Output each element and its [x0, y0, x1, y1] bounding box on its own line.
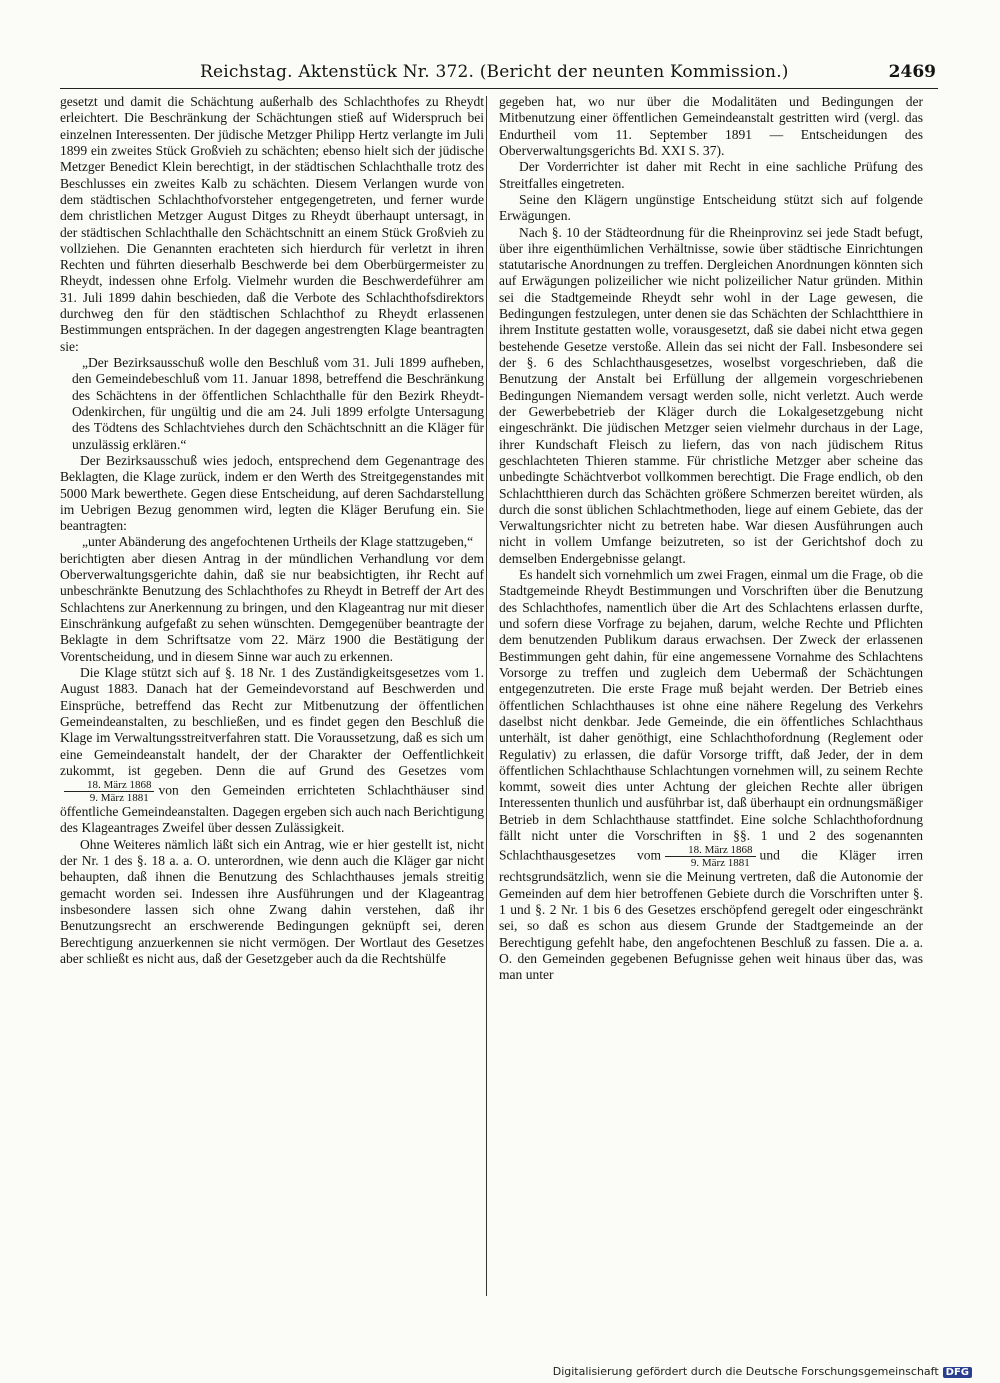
fraction-numerator-2: 18. März 1868 — [665, 844, 755, 857]
digitization-credit — [553, 1365, 972, 1378]
right-paragraph-2: Der Vorderrichter ist daher mit Recht in eine sachliche Prüfung des Streitfalles eingetreten. — [499, 159, 923, 191]
column-divider — [486, 96, 487, 1296]
header-title: Reichstag. Aktenstück Nr. 372. (Bericht der neunten Kommission.) — [200, 62, 789, 82]
left-column — [60, 94, 484, 967]
page-number: 2469 — [888, 62, 936, 82]
running-header — [60, 58, 938, 89]
left-paragraph-4-text: Die Klage stützt sich auf §. 18 Nr. 1 des Zuständigkeitsgesetzes vom 1. August 1883. Danach hat der Gemeindevorstand auf Beschwerden und Einsprüche, betreffend das Recht zur Mitbenutzung der öffentlichen Gemeindeanstalten, zu beschließen, und es findet gegen den Beschluß die Klage im Verwaltungsstreitverfahren statt. Die Voraussetzung, daß es sich um eine Gemeindeanstalt handelt, der der Charakter der Oeffentlichkeit zukommt, ist gegeben. Denn die auf Grund des Gesetzes vom — [60, 664, 484, 778]
right-paragraph-5 — [499, 567, 923, 984]
left-paragraph-2: Der Bezirksausschuß wies jedoch, entsprechend dem Gegenantrage des Beklagten, die Klage zurück, indem er den Werth des Streitgegenstandes mit 5000 Mark bewerthete. Gegen diese Entscheidung, auf deren Sachdarstellung im Uebrigen Bezug genommen wird, legten die Kläger Berufung ein. Sie beantragten: — [60, 452, 484, 534]
left-quote-2: „unter Abänderung des angefochtenen Urtheils der Klage stattzugeben,“ — [82, 534, 474, 550]
left-paragraph-4 — [60, 665, 484, 837]
right-paragraph-5-text: Es handelt sich vornehmlich um zwei Fragen, einmal um die Frage, ob die Stadtgemeinde Rheydt Bestimmungen und Vorschriften über die Benutzung des Schlachthofes, namentlich über die Art des Schlachtens erlassen durfte, und sofern diese Vorfrage zu bejahen, darum, welche Rechte und Pflichten dem benutzenden Publikum daraus erwachsen. Der Zweck der erlassenen Bestimmungen geht dahin, für eine angemessene Vornahme des Schlachtens Vorsorge zu treffen und zugleich dem Uebermaß der Schächtungen entgegenzutreten. Die erste Frage muß bejaht werden. Der Betrieb eines öffentlichen Schlachthauses ist ohne eine nähere Regelung des Verkehrs daselbst nicht denkbar. Jede Gemeinde, die ein öffentliches Schlachthaus unterhält, ist daher genöthigt, eine Schlachthofordnung (Reglement oder Regulativ) zu erlassen, die dafür Vorsorge trifft, daß Jeder, der in dem öffentlichen Schlachthause Schlachtungen vornehmen will, zu seinem Rechte kommt, soweit dies unter Achtung der gleichen Rechte aller übrigen Interessenten thunlich und ausführbar ist, daß überhaupt ein ordnungsmäßiger Betrieb in dem Schlachthause stattfindet. Eine solche Schlachthofordnung fällt nicht unter die Vorschriften in §§. 1 und 2 des sogenannten Schlachthausgesetzes vom — [499, 567, 923, 863]
right-paragraph-3: Seine den Klägern ungünstige Entscheidung stützt sich auf folgende Erwägungen. — [499, 191, 923, 224]
left-paragraph-3: berichtigten aber diesen Antrag in der mündlichen Verhandlung vor dem Oberverwaltungsgerichte dahin, daß sie nur beabsichtigten, ihr Recht auf unbeschränkte Benutzung des Schlachthofes zu Rheydt in Betreff der Art des Schlachtens zur Anerkennung zu bringen, und den Klageantrag nur mit dieser Einschränkung aufgefaßt zu sehen wünschten. Demgegenüber beantragte der Beklagte in dem Schriftsatze vom 22. März 1900 die Bestätigung der Vorentscheidung, und in diesem Sinne war auch zu erkennen. — [60, 550, 484, 664]
fraction-denominator: 9. März 1881 — [89, 792, 149, 805]
left-paragraph-4-continuation: von den Gemeinden errichteten Schlachthäuser sind öffentliche Gemeindeanstalten. Dagegen ergeben sich auch nach Berichtigung des Klageantrages Zweifel über dessen Zulässigkeit. — [60, 782, 484, 836]
dfg-logo: DFG — [943, 1367, 972, 1378]
right-paragraph-5-continuation: und die Kläger irren rechtsgrundsätzlich, wenn sie die Meinung vertreten, daß die Autonomie der Gemeinden auf dem hier betroffenen Gebiete durch die Vorschriften unter §. 1 und §. 2 Nr. 1 bis 6 des Gesetzes erschöpfend geregelt oder eingeschränkt sei, so daß es schon aus diesem Grunde der Stadtgemeinde an der Berechtigung gefehlt habe, den angefochtenen Beschluß zu fassen. Die a. a. O. den Gemeinden gegebenen Befugnisse gehen weit hinaus über das, was man unter — [499, 847, 923, 983]
right-paragraph-4: Nach §. 10 der Städteordnung für die Rheinprovinz sei jede Stadt befugt, über ihre eigenthümlichen Verhältnisse, sowie über städtische Einrichtungen statutarische Anordnungen zu treffen. Dergleichen Anordnungen könnten sich auf Erwägungen polizeilicher wie nicht polizeilicher Natur gründen. Mithin sei die Stadtgemeinde Rheydt sehr wohl in der Lage gewesen, die Bedingungen festzulegen, unter denen sie das Schächten der Schlachtthiere in ihrem Institute gestatten wolle, vorausgesetzt, daß sie dabei nicht etwa gegen bestehende Gesetze verstoße. Allein das sei nicht der Fall. Insbesondere sei der §. 6 des Schlachthausgesetzes, woselbst vorgeschrieben, daß die Benutzung der Anstalt bei Erfüllung der allgemein vorgeschriebenen Bedingungen Niemandem versagt werden solle, nicht verletzt. Auch werde der Gewerbebetrieb der Kläger durch die Lokalgesetzgebung nicht eingeschränkt. Die jüdischen Metzger seien vielmehr durchaus in der Lage, ihrer Kundschaft Fleisch zu liefern, das von nach jüdischem Ritus geschlachteten Thieren stamme. Für christliche Metzger aber scheine das unbedingte Schächtverbot vollkommen berechtigt. Die Frage endlich, ob den Schlachtthieren durch das Schächten größere Schmerzen bereitet würden, als durch die sonst üblichen Schlachtmethoden, liege auf einem Gebiete, das der Verwaltungsrichter nicht zu betreten habe. War diesen Ausführungen auch nicht in vollem Umfange beizutreten, so ist der Gerichtshof doch zu demselben Endergebnisse gelangt. — [499, 224, 923, 566]
right-column — [499, 94, 923, 984]
right-paragraph-1: gegeben hat, wo nur über die Modalitäten und Bedingungen der Mitbenutzung einer öffentlichen Gemeindeanstalt gestritten wird (vergl. das Endurtheil vom 11. September 1891 — Entscheidungen des Oberverwaltungsgerichts Bd. XXI S. 37). — [499, 94, 923, 158]
credit-text: Digitalisierung gefördert durch die Deutsche Forschungsgemeinschaft — [552, 1365, 939, 1378]
law-date-fraction-2 — [665, 844, 755, 869]
fraction-denominator-2: 9. März 1881 — [690, 857, 750, 870]
law-date-fraction — [64, 779, 154, 804]
left-paragraph-5: Ohne Weiteres nämlich läßt sich ein Antrag, wie er hier gestellt ist, nicht der Nr. 1 des §. 18 a. a. O. unterordnen, wie denn auch die Kläger gar nicht behaupten, daß ihnen die Benutzung des Schlachthauses jemals streitig gemacht worden sei. Indessen ihre Ausführungen und der Klageantrag insbesondere lassen sich ohne Zwang dahin verstehen, daß ihr Benutzungsrecht an erschwerende Bedingungen geknüpft sei, deren Berechtigung anzuerkennen sie nicht vermögen. Der Wortlaut des Gesetzes aber schließt es nicht aus, daß der Gesetzgeber auch da die Rechtshülfe — [60, 836, 484, 966]
fraction-numerator: 18. März 1868 — [64, 779, 154, 792]
left-quote-1: „Der Bezirksausschuß wolle den Beschluß vom 31. Juli 1899 aufheben, den Gemeindebeschluß vom 11. Januar 1898, betreffend die Beschränkung des Schächtens in der öffentlichen Schlachthalle für den Bezirk Rheydt-Odenkirchen, für ungültig und die am 24. Juli 1899 erfolgte Untersagung des Tödtens des Schlachtviehes durch den Schächtschnitt an die Kläger für unzulässig erklären.“ — [72, 355, 484, 452]
left-paragraph-1: gesetzt und damit die Schächtung außerhalb des Schlachthofes zu Rheydt erleichtert. Die Beschränkung der Schächtungen stieß auf Widerspruch bei einzelnen Interessenten. Der jüdische Metzger Philipp Hertz verlangte im Juli 1899 ein zweites Stück Großvieh zu schächten; ebenso hielt sich der jüdische Metzger Benedict Klein berechtigt, in der städtischen Schlachthalle trotz des Beschlusses ein zweites Kalb zu schächten. Diesem Verlangen wurde von dem städtischen Schlachthofvorsteher entgegengetreten, und ferner wurde dem christlichen Metzger August Ditges zu Rheydt überhaupt untersagt, in der städtischen Schlachthalle den Schächtschnitt an einem Stück Großvieh zu vollziehen. Die Genannten erachteten sich hierdurch für verletzt in ihren Rechten und führten dieserhalb Beschwerde bei dem Oberbürgermeister zu Rheydt, indessen ohne Erfolg. Vielmehr wurden die Beschwerdeführer am 31. Juli 1899 dahin beschieden, daß die Verbote des Schlachthofsdirektors durchweg den für den städtischen Schlachthof zu Rheydt erlassenen Bestimmungen entsprächen. In der dagegen angestrengten Klage beantragten sie: — [60, 94, 484, 354]
